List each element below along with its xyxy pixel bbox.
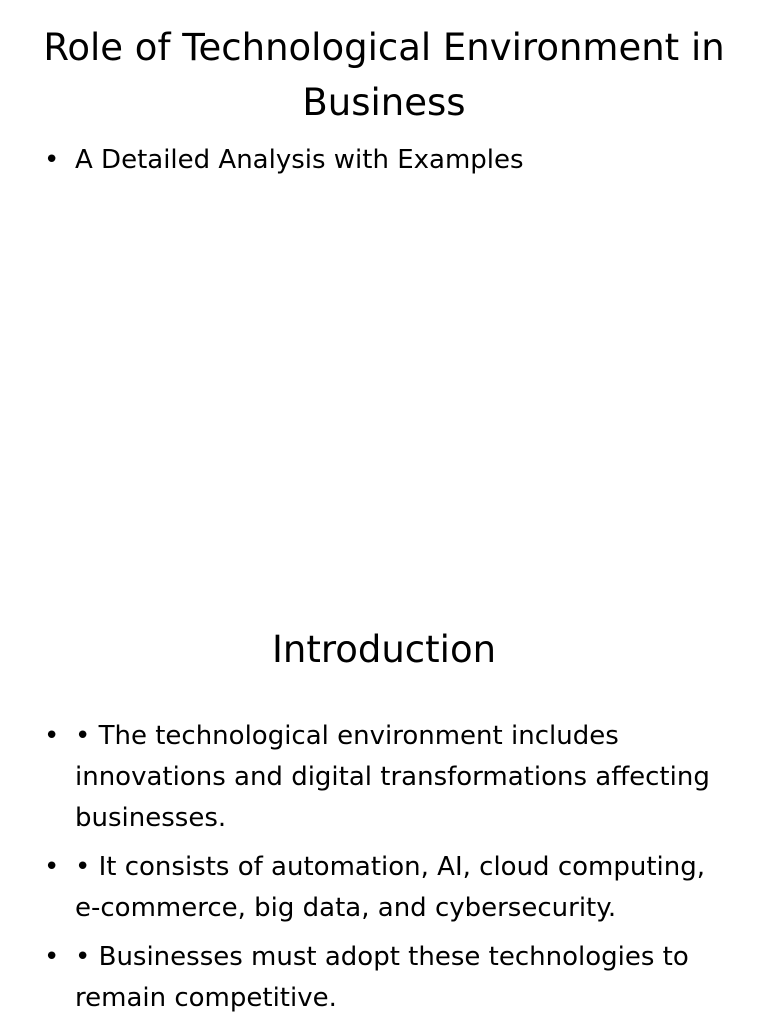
bullet-text: A Detailed Analysis with Examples (75, 145, 524, 175)
bullet-item (38, 140, 730, 180)
slide-bullet-list (38, 716, 730, 1024)
slide-introduction (0, 576, 768, 1024)
bullet-text: • The technological environment includes innovations and digital transformations affecting businesses. (75, 721, 710, 833)
bullet-item (38, 847, 730, 929)
slide-bullet-list (38, 140, 730, 188)
bullet-marker: • (44, 942, 60, 972)
bullet-marker: • (44, 145, 60, 175)
bullet-text: • Businesses must adopt these technologies to remain competitive. (75, 942, 689, 1013)
slide-title-heading: Role of Technological Environment in Business (43, 26, 725, 124)
bullet-marker: • (44, 852, 60, 882)
bullet-text: • It consists of automation, AI, cloud computing, e-commerce, big data, and cybersecurity. (75, 852, 705, 923)
bullet-item (38, 937, 730, 1019)
slide-heading: Introduction (271, 628, 497, 671)
bullet-marker: • (44, 721, 60, 751)
bullet-item (38, 716, 730, 839)
